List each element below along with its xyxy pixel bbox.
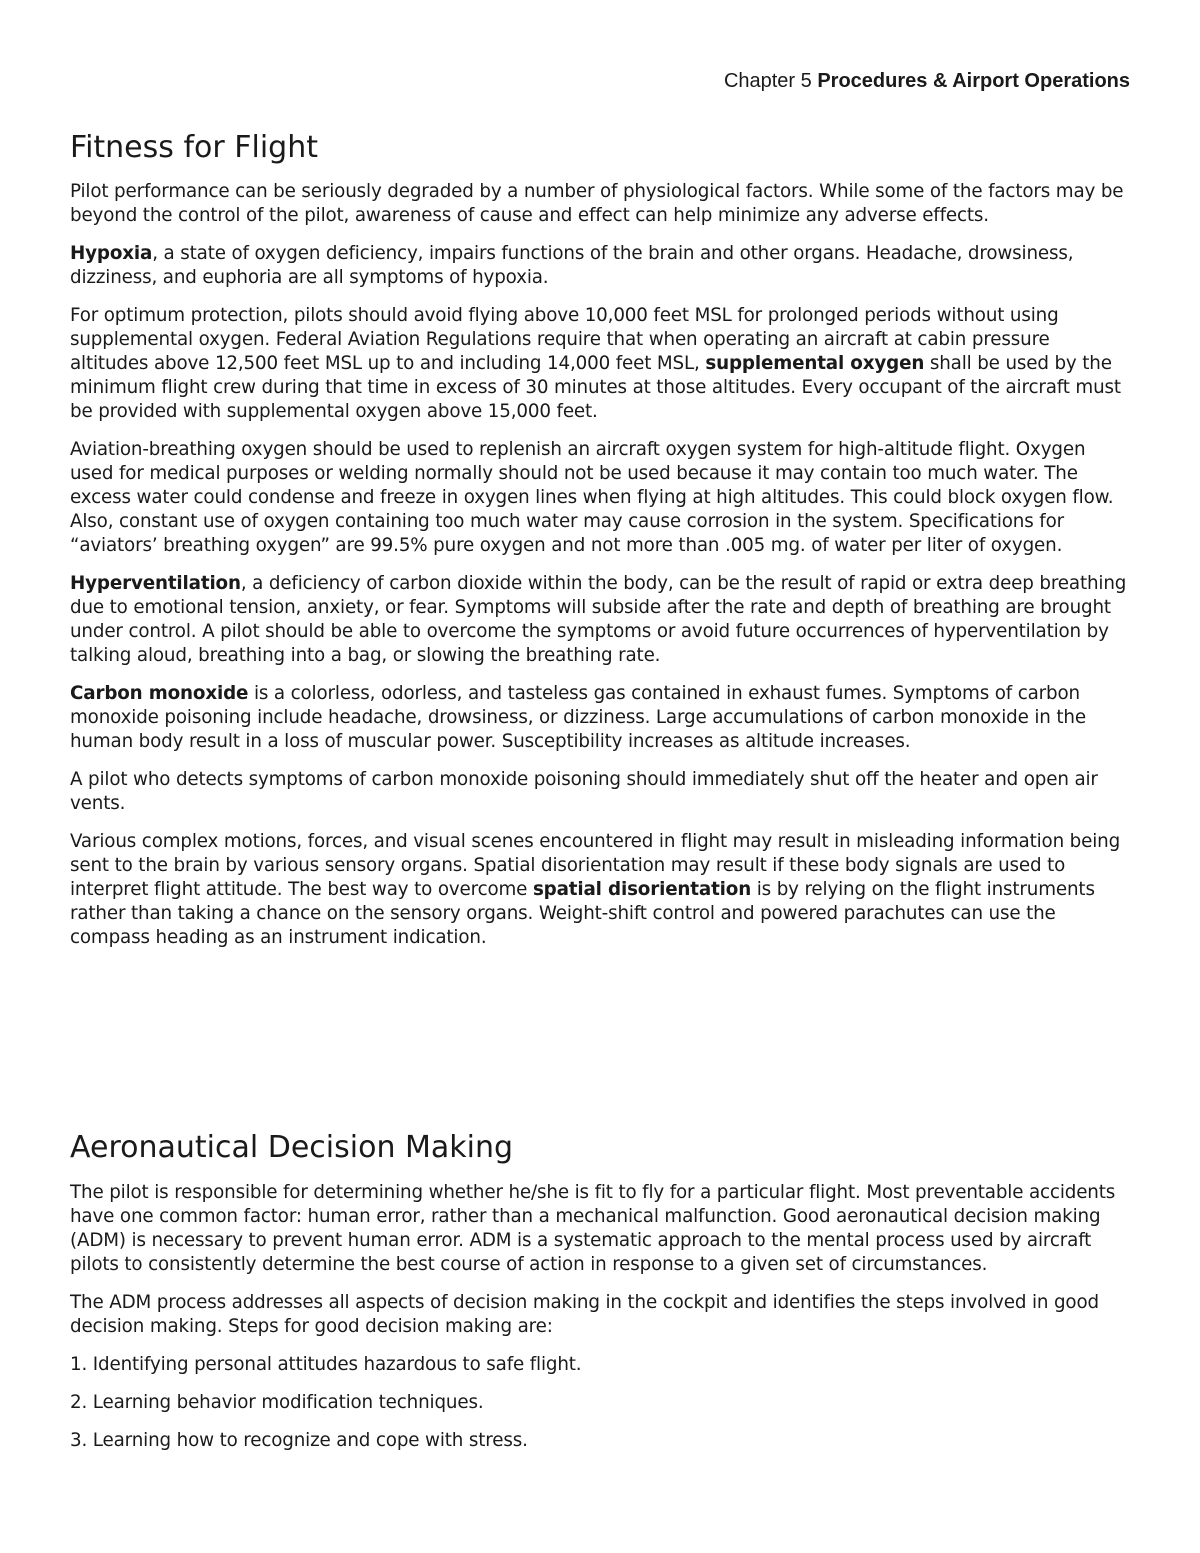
section-body-fitness [70, 180, 1130, 964]
paragraph-aviation-oxygen: Aviation-breathing oxygen should be used to replenish an aircraft oxygen system for high-altitude flight. Oxygen used for medical purposes or welding normally should not be used because it may contain too much water. The excess water could condense and freeze in oxygen lines when flying at high altitudes. This could block oxygen flow. Also, constant use of oxygen containing too much water may cause corrosion in the system. Specifications for “aviators’ breathing oxygen” are 99.5% pure oxygen and not more than .005 mg. of water per liter of oxygen. [70, 439, 1114, 556]
list-item: 1. Identifying personal attitudes hazardous to safe flight. [70, 1354, 582, 1375]
paragraph-intro: Pilot performance can be seriously degraded by a number of physiological factors. While some of the factors may be beyond the control of the pilot, awareness of cause and effect can help minimize any adverse effects. [70, 181, 1124, 226]
carbon-monoxide-text: is a colorless, odorless, and tasteless gas contained in exhaust fumes. Symptoms of carbon monoxide poisoning include headache, drowsiness, or dizziness. Large accumulations of carbon monoxide in the human body result in a loss of muscular power. Susceptibility increases as altitude increases. [70, 683, 1086, 752]
term-hypoxia: Hypoxia [70, 243, 153, 264]
paragraph-hypoxia [70, 242, 1130, 290]
paragraph-hyperventilation [70, 572, 1130, 668]
section-body-adm [70, 1181, 1130, 1467]
paragraph-adm-process: The ADM process addresses all aspects of decision making in the cockpit and identifies the steps involved in good decision making. Steps for good decision making are: [70, 1292, 1099, 1337]
term-supplemental-oxygen: supplemental oxygen [705, 353, 925, 374]
list-item: 2. Learning behavior modification techniques. [70, 1392, 484, 1413]
spatial-text-pre: Various complex motions, forces, and visual scenes encountered in flight may result in misleading information being sent to the brain by various sensory organs. Spatial disorientation may result if these body signals are used to interpret flight attitude. The best way to overcome [70, 831, 1121, 900]
section-title-fitness: Fitness for Flight [70, 130, 318, 165]
paragraph-adm-intro: The pilot is responsible for determining whether he/she is fit to fly for a particular flight. Most preventable accidents have one common factor: human error, rather than a mechanical malfunction. Good aeronautical decision making (ADM) is necessary to prevent human error. ADM is a systematic approach to the mental process used by aircraft pilots to consistently determine the best course of action in response to a given set of circumstances. [70, 1182, 1116, 1275]
term-hyperventilation: Hyperventilation [70, 573, 241, 594]
list-item: 3. Learning how to recognize and cope with stress. [70, 1430, 528, 1451]
oxygen-text-post: shall be used by the minimum flight crew during that time in excess of 30 minutes at those altitudes. Every occupant of the aircraft must be provided with supplemental oxygen above 15,000 feet. [70, 353, 1121, 422]
paragraph-carbon-monoxide [70, 682, 1130, 754]
paragraph-supplemental-oxygen [70, 304, 1130, 424]
oxygen-text-pre: For optimum protection, pilots should avoid flying above 10,000 feet MSL for prolonged periods without using supplemental oxygen. Federal Aviation Regulations require that when operating an aircraft at cabin pressure altitudes above 12,500 feet MSL up to and including 14,000 feet MSL, [70, 305, 1059, 374]
paragraph-spatial-disorientation [70, 830, 1130, 950]
hyperventilation-text: , a deficiency of carbon dioxide within the body, can be the result of rapid or extra deep breathing due to emotional tension, anxiety, or fear. Symptoms will subside after the rate and depth of breathing are brought under control. A pilot should be able to overcome the symptoms or avoid future occurrences of hyperventilation by talking aloud, breathing into a bag, or slowing the breathing rate. [70, 573, 1127, 666]
paragraph-co-response: A pilot who detects symptoms of carbon monoxide poisoning should immediately shut off the heater and open air vents. [70, 769, 1098, 814]
section-title-adm: Aeronautical Decision Making [70, 1130, 514, 1165]
chapter-title: Procedures & Airport Operations [817, 70, 1130, 92]
term-carbon-monoxide: Carbon monoxide [70, 683, 249, 704]
term-spatial-disorientation: spatial disorientation [532, 879, 752, 900]
chapter-label: Chapter 5 [723, 70, 812, 92]
hypoxia-text: , a state of oxygen deficiency, impairs functions of the brain and other organs. Headache, drowsiness, dizziness, and euphoria are all symptoms of hypoxia. [70, 243, 1074, 288]
spatial-text-post: is by relying on the flight instruments rather than taking a chance on the sensory organs. Weight-shift control and powered parachutes can use the compass heading as an instrument indication. [70, 879, 1095, 948]
running-header [724, 70, 1130, 93]
